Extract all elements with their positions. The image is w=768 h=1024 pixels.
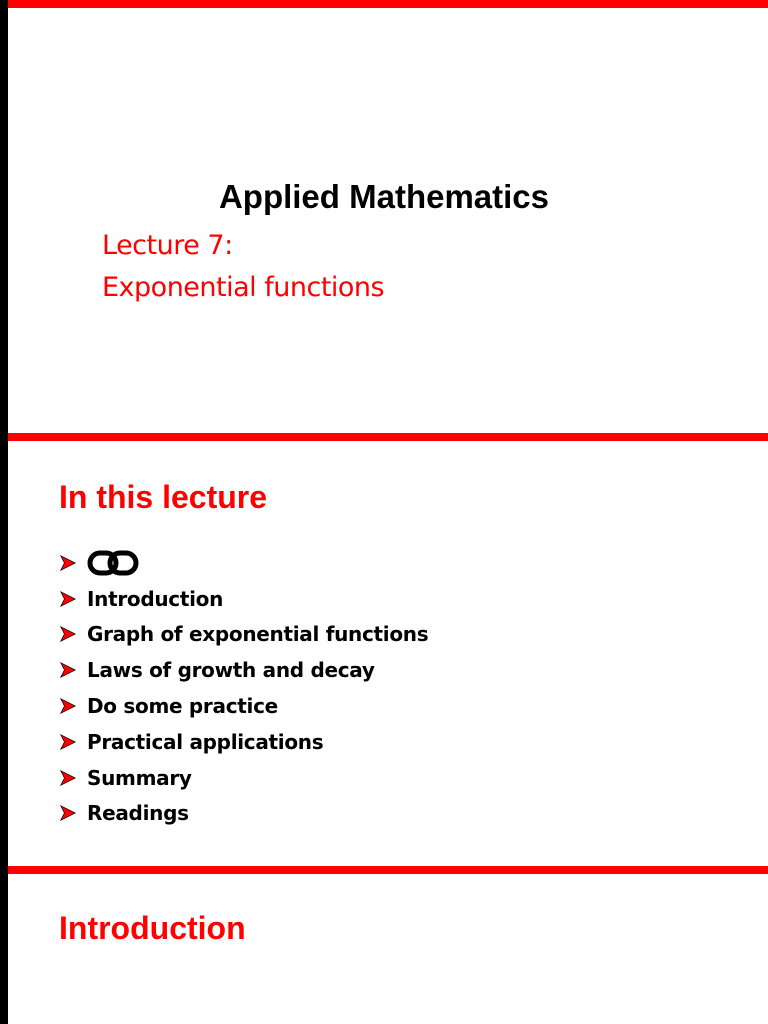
list-item: [59, 581, 428, 617]
arrow-bullet-icon: [59, 769, 77, 787]
arrow-bullet-icon: [59, 625, 77, 643]
list-item-label: Summary: [87, 765, 192, 790]
slide-top-border: [8, 0, 768, 8]
slide-left-border: [0, 0, 8, 433]
outline-heading: In this lecture: [59, 479, 268, 515]
list-item-label: Laws of growth and decay: [87, 658, 375, 683]
link-icon: [87, 548, 139, 578]
slide-top-border: [8, 433, 768, 441]
list-item: [59, 796, 428, 832]
list-item-label: Practical applications: [87, 729, 324, 754]
arrow-bullet-icon: [59, 590, 77, 608]
introduction-slide: [0, 866, 768, 1024]
list-item: [59, 688, 428, 724]
outline-slide: [0, 433, 768, 866]
outline-list: [59, 545, 428, 831]
slide-left-border: [0, 866, 8, 1024]
slide-left-border: [0, 433, 8, 866]
introduction-heading: Introduction: [59, 910, 246, 946]
list-item: [59, 724, 428, 760]
list-item-label: Readings: [87, 801, 189, 826]
arrow-bullet-icon: [59, 697, 77, 715]
lecture-topic: Exponential functions: [102, 272, 385, 303]
presentation-title: Applied Mathematics: [218, 178, 550, 215]
list-item-label: Introduction: [87, 586, 224, 611]
arrow-bullet-icon: [59, 554, 77, 572]
list-item: [59, 760, 428, 796]
list-item: [59, 652, 428, 688]
title-slide: [0, 0, 768, 433]
list-item-label: Do some practice: [87, 694, 278, 719]
slide-top-border: [8, 866, 768, 874]
arrow-bullet-icon: [59, 661, 77, 679]
arrow-bullet-icon: [59, 733, 77, 751]
list-item-label: Graph of exponential functions: [87, 622, 429, 647]
arrow-bullet-icon: [59, 804, 77, 822]
lecture-number: Lecture 7:: [102, 230, 233, 261]
list-item: [59, 545, 428, 581]
list-item: [59, 617, 428, 653]
